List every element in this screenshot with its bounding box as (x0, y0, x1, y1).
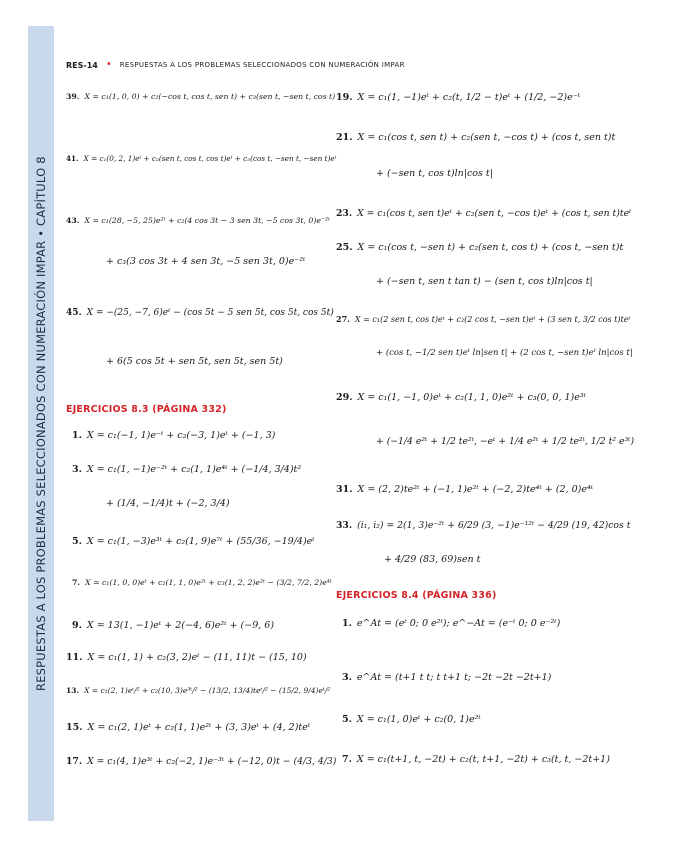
answer-33 (336, 520, 630, 531)
answer-number: 29. (336, 392, 353, 403)
answer-equation: X = c₁(1, 1) + c₂(3, 2)eᵗ − (11, 11)t − (15, 10) (87, 652, 307, 663)
answer-11 (66, 652, 307, 663)
answer-equation: + (cos t, −1/2 sen t)eᵗ ln|sen t| + (2 cos t, −sen t)eᵗ ln|cos t| (376, 348, 633, 358)
header-bullet: • (105, 59, 112, 70)
answer-45-continued (106, 356, 283, 367)
answer-5 (72, 536, 315, 547)
answer-1 (72, 430, 275, 441)
answer-number: 11. (66, 652, 83, 663)
answer-e1 (342, 618, 560, 629)
answer-equation: + 6(5 cos 5t + sen 5t, sen 5t, sen 5t) (106, 356, 283, 367)
answer-equation: + (1/4, −1/4)t + (−2, 3/4) (106, 498, 230, 509)
answer-equation: X = c₁(t+1, t, −2t) + c₂(t, t+1, −2t) + c₃(t, t, −2t+1) (356, 754, 610, 765)
answer-number: 15. (66, 722, 83, 733)
answer-equation: X = c₁(1, 0, 0)eᵗ + c₂(1, 1, 0)e²ᵗ + c₃(1, 2, 2)e²ᵗ − (3/2, 7/2, 2)e⁴ᵗ (85, 578, 332, 587)
answer-equation: + (−sen t, cos t)ln|cos t| (376, 168, 493, 179)
answer-equation: X = c₁(1, 0, 0) + c₂(−cos t, cos t, sen t) + c₃(sen t, −sen t, cos t) (84, 92, 336, 101)
answer-15 (66, 722, 310, 733)
answer-e7 (342, 754, 610, 765)
answer-21-continued (376, 168, 493, 179)
answer-equation: X = c₁(1, −1)eᵗ + c₂(t, 1/2 − t)eᵗ + (1/2, −2)e⁻ᵗ (357, 92, 581, 103)
answer-equation: (i₁, i₂) = 2(1, 3)e⁻²ᵗ + 6/29 (3, −1)e⁻¹²ᵗ − 4/29 (19, 42)cos t (357, 520, 631, 531)
answer-equation: X = c₁(1, −3)e³ᵗ + c₂(1, 9)e⁷ᵗ + (55/36, −19/4)eᵗ (86, 536, 315, 547)
answer-39 (66, 92, 335, 101)
answer-number: 31. (336, 484, 353, 495)
answer-7 (72, 578, 332, 587)
answer-19 (336, 92, 580, 103)
answer-number: 5. (72, 536, 82, 547)
answer-3-continued (106, 498, 230, 509)
answer-21 (336, 132, 615, 143)
answer-e3 (342, 672, 551, 683)
header-title: RESPUESTAS A LOS PROBLEMAS SELECCIONADOS CON NUMERACIÓN IMPAR (119, 61, 405, 69)
answer-number: 9. (72, 620, 82, 631)
section-heading-8-3: EJERCICIOS 8.3 (PÁGINA 332) (66, 404, 227, 415)
answer-equation: e^At = (eᵗ 0; 0 e²ᵗ); e^−At = (e⁻ᵗ 0; 0 e⁻²ᵗ) (356, 618, 561, 629)
answer-number: 1. (342, 618, 352, 629)
answer-9 (72, 620, 274, 631)
answer-equation: + 4/29 (83, 69)sen t (384, 554, 481, 565)
answer-number: 3. (72, 464, 82, 475)
answer-29 (336, 392, 586, 403)
answer-43-continued (106, 256, 305, 267)
answer-equation: + (−1/4 e²ᵗ + 1/2 te²ᵗ, −eᵗ + 1/4 e²ᵗ + 1/2 te²ᵗ, 1/2 t² e³ᵗ) (376, 436, 635, 447)
answer-27 (336, 314, 630, 324)
answer-number: 41. (66, 154, 79, 163)
answer-equation: + (−sen t, sen t tan t) − (sen t, cos t)ln|cos t| (376, 276, 593, 287)
answer-equation: X = c₁(2, 1)eᵗ/² + c₂(10, 3)e³ᵗ/² − (13/2, 13/4)teᵗ/² − (15/2, 9/4)eᵗ/² (84, 686, 331, 695)
answer-equation: X = 13(1, −1)eᵗ + 2(−4, 6)e²ᵗ + (−9, 6) (86, 620, 275, 631)
answer-27-continued (376, 348, 633, 358)
answer-equation: X = c₁(2, 1)eᵗ + c₂(1, 1)e²ᵗ + (3, 3)eᵗ + (4, 2)teᵗ (87, 722, 311, 733)
answer-equation: e^At = (t+1 t t; t t+1 t; −2t −2t −2t+1) (356, 672, 552, 683)
answer-29-continued (376, 436, 634, 447)
answer-number: 43. (66, 216, 80, 225)
answer-e5 (342, 714, 481, 725)
answer-number: 33. (336, 520, 353, 531)
answer-equation: X = c₁(1, 0)eᵗ + c₂(0, 1)e²ᵗ (356, 714, 481, 725)
answer-25 (336, 242, 623, 253)
answer-equation: X = c₁(cos t, −sen t) + c₂(sen t, cos t) + (cos t, −sen t)t (357, 242, 624, 253)
answer-equation: X = c₁(4, 1)e³ᵗ + c₂(−2, 1)e⁻³ᵗ + (−12, 0)t − (4/3, 4/3) (87, 756, 337, 767)
answer-33-continued (384, 554, 480, 565)
answer-17 (66, 756, 336, 767)
answer-equation: X = c₁(−1, 1)e⁻ᵗ + c₂(−3, 1)eᵗ + (−1, 3) (86, 430, 276, 441)
answer-41 (66, 154, 336, 163)
answer-equation: + c₃(3 cos 3t + 4 sen 3t, −5 sen 3t, 0)e⁻²ᵗ (106, 256, 306, 267)
answer-equation: X = (2, 2)te²ᵗ + (−1, 1)e²ᵗ + (−2, 2)te⁴ᵗ + (2, 0)e⁴ᵗ (357, 484, 594, 495)
answer-number: 3. (342, 672, 352, 683)
page-code: RES-14 (66, 60, 98, 70)
answer-equation: X = c₁(1, −1)e⁻²ᵗ + c₂(1, 1)e⁴ᵗ + (−1/4, 3/4)t² (86, 464, 302, 475)
answer-number: 21. (336, 132, 353, 143)
answer-3 (72, 464, 301, 475)
answer-number: 25. (336, 242, 353, 253)
section-heading-8-4: EJERCICIOS 8.4 (PÁGINA 336) (336, 590, 497, 601)
answer-equation: X = c₁(2 sen t, cos t)eᵗ + c₂(2 cos t, −sen t)eᵗ + (3 sen t, 3/2 cos t)teᵗ (354, 314, 631, 324)
answer-31 (336, 484, 593, 495)
answer-equation: X = c₁(0, 2, 1)eᵗ + c₂(sen t, cos t, cos t)eᵗ + c₃(cos t, −sen t, −sen t)eᵗ (83, 154, 337, 163)
answer-equation: X = c₁(cos t, sen t) + c₂(sen t, −cos t) + (cos t, sen t)t (357, 132, 616, 143)
answer-equation: X = c₁(28, −5, 25)e²ᵗ + c₂(4 cos 3t − 3 sen 3t, −5 cos 3t, 0)e⁻²ᵗ (84, 216, 331, 225)
answer-13 (66, 686, 330, 695)
sidebar-title: RESPUESTAS A LOS PROBLEMAS SELECCIONADOS CON NUMERACIÓN IMPAR • CAPÍTULO 8 (34, 156, 48, 691)
answer-number: 39. (66, 92, 80, 101)
page-header (66, 58, 626, 72)
answer-number: 19. (336, 92, 353, 103)
answer-number: 27. (336, 314, 350, 324)
answer-25-continued (376, 276, 593, 287)
answer-number: 1. (72, 430, 82, 441)
answer-45 (66, 308, 334, 318)
answer-number: 5. (342, 714, 352, 725)
answer-equation: X = −(25, −7, 6)eᵗ − (cos 5t − 5 sen 5t, cos 5t, cos 5t) (86, 308, 334, 318)
answer-23 (336, 208, 631, 219)
answer-number: 13. (66, 686, 80, 695)
answer-43 (66, 216, 330, 225)
answer-number: 7. (342, 754, 352, 765)
answer-equation: X = c₁(cos t, sen t)eᵗ + c₂(sen t, −cos t)eᵗ + (cos t, sen t)teᵗ (357, 208, 632, 219)
answer-number: 45. (66, 308, 82, 318)
answer-number: 7. (72, 578, 81, 587)
answer-number: 17. (66, 756, 83, 767)
answer-equation: X = c₁(1, −1, 0)eᵗ + c₂(1, 1, 0)e²ᵗ + c₃(0, 0, 1)e³ᵗ (357, 392, 587, 403)
answer-number: 23. (336, 208, 353, 219)
